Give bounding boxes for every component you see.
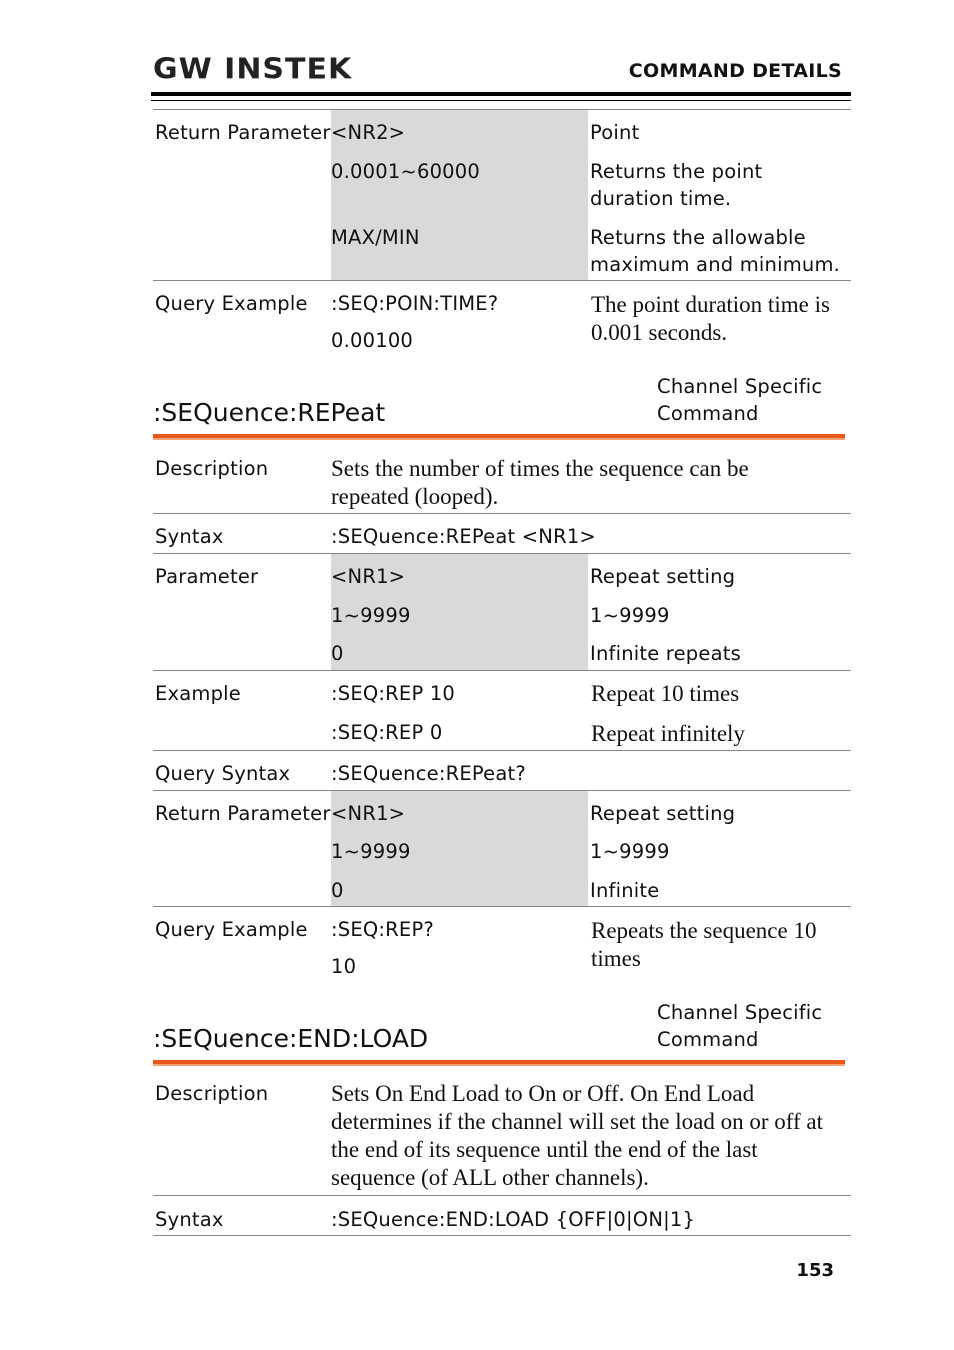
return-param-value: 0: [331, 879, 344, 902]
channel-specific-badge: Channel Specific Command: [657, 1001, 823, 1051]
return-param-desc: Point: [590, 121, 640, 144]
parameter-value: 0: [331, 642, 344, 665]
parameter-value: <NR1>: [331, 565, 406, 588]
query-syntax-text: :SEQuence:REPeat?: [331, 762, 526, 785]
syntax-label: Syntax: [155, 1208, 224, 1231]
section-header: COMMAND DETAILS: [628, 60, 842, 82]
parameter-desc: Repeat setting: [590, 565, 736, 588]
header-rule-thick: [151, 92, 851, 96]
title-underline-shadow: [153, 1064, 845, 1066]
table-rule: [153, 1195, 851, 1196]
description-text: Sets the number of times the sequence can be repeated (looped).: [331, 456, 749, 509]
table-rule: [153, 280, 851, 281]
return-param-desc: 1~9999: [590, 840, 670, 863]
return-parameter-label: Return Parameter: [155, 802, 331, 825]
return-param-value: 0.0001~60000: [331, 160, 481, 183]
table-rule: [153, 906, 851, 907]
query-example-response: 10: [331, 955, 357, 978]
example-description: Repeat infinitely: [591, 721, 745, 746]
return-param-value: MAX/MIN: [331, 226, 420, 249]
table-rule: [153, 513, 851, 514]
return-param-desc: Returns the allowable maximum and minimum.: [590, 226, 841, 276]
query-example-label: Query Example: [155, 292, 308, 315]
query-example-response: 0.00100: [331, 329, 414, 352]
title-underline-shadow: [153, 438, 845, 440]
return-param-desc: Returns the point duration time.: [590, 160, 763, 210]
return-param-desc: Infinite: [590, 879, 660, 902]
brand-logo: GW INSTEK: [153, 52, 353, 87]
return-parameter-label: Return Parameter: [155, 121, 331, 144]
query-example-description: Repeats the sequence 10 times: [591, 918, 817, 971]
table-rule: [153, 670, 851, 671]
query-example-description: The point duration time is 0.001 seconds.: [591, 292, 830, 345]
syntax-text: :SEQuence:END:LOAD {OFF|0|ON|1}: [331, 1208, 696, 1231]
syntax-text: :SEQuence:REPeat <NR1>: [331, 525, 596, 548]
description-label: Description: [155, 1082, 269, 1105]
header-rule-thin: [151, 100, 851, 101]
query-example-command: :SEQ:REP?: [331, 918, 434, 941]
query-example-label: Query Example: [155, 918, 308, 941]
syntax-label: Syntax: [155, 525, 224, 548]
command-title: :SEQuence:END:LOAD: [153, 1024, 429, 1053]
description-label: Description: [155, 457, 269, 480]
table-rule: [153, 1235, 851, 1236]
channel-specific-badge: Channel Specific Command: [657, 375, 823, 425]
page-number: 153: [796, 1260, 834, 1281]
parameter-label: Parameter: [155, 565, 259, 588]
example-command: :SEQ:REP 10: [331, 682, 456, 705]
parameter-desc: 1~9999: [590, 604, 670, 627]
return-param-value: <NR1>: [331, 802, 406, 825]
query-syntax-label: Query Syntax: [155, 762, 291, 785]
example-label: Example: [155, 682, 241, 705]
description-text: Sets On End Load to On or Off. On End Load determines if the channel will set the load on or off at the end of its sequence until the end of the last sequence (of ALL other channels).: [331, 1081, 824, 1190]
return-param-desc: Repeat setting: [590, 802, 736, 825]
return-param-value: <NR2>: [331, 121, 406, 144]
query-example-command: :SEQ:POIN:TIME?: [331, 292, 499, 315]
example-description: Repeat 10 times: [591, 681, 740, 706]
table-rule: [153, 750, 851, 751]
parameter-value: 1~9999: [331, 604, 411, 627]
return-param-value: 1~9999: [331, 840, 411, 863]
parameter-desc: Infinite repeats: [590, 642, 741, 665]
example-command: :SEQ:REP 0: [331, 721, 443, 744]
command-title: :SEQuence:REPeat: [153, 398, 386, 427]
